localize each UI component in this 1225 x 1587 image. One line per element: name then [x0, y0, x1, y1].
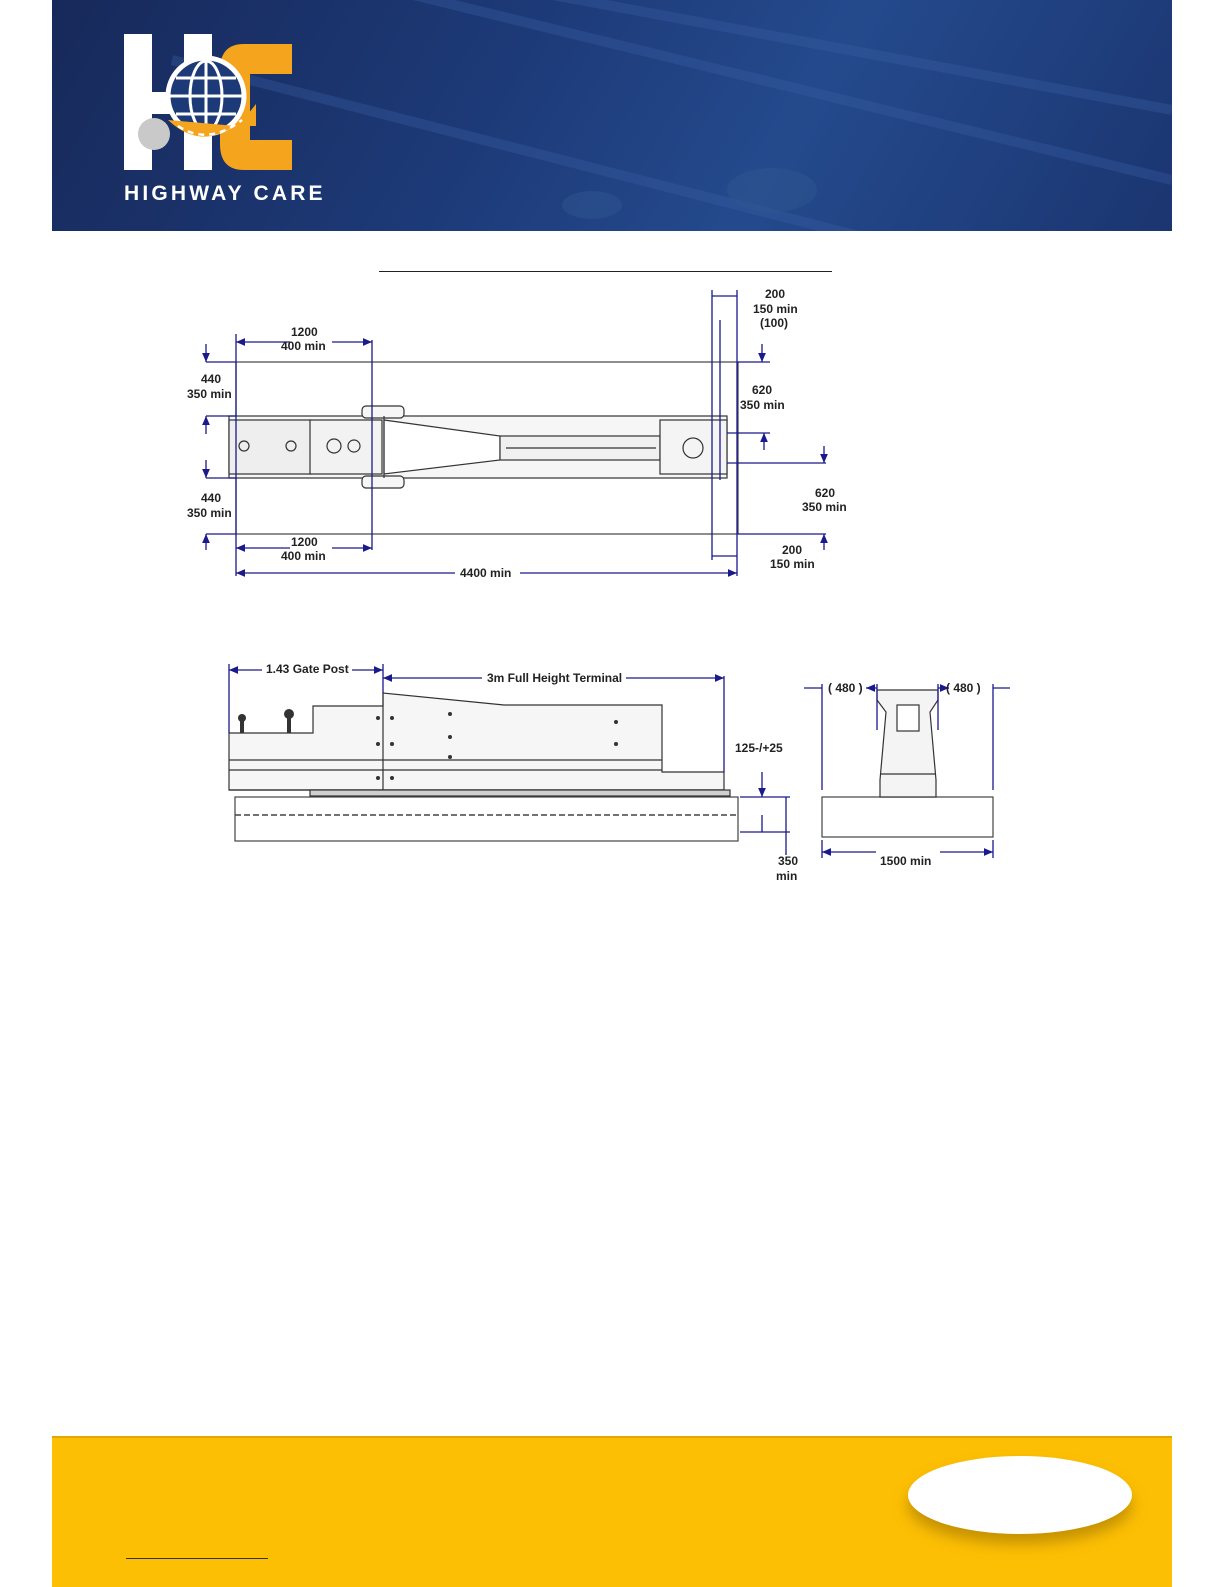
dim-height-tolerance: 125-/+25	[735, 741, 783, 755]
dim-end-left-offset: ( 480 )	[828, 681, 863, 695]
side-foundation	[235, 797, 738, 841]
end-foundation	[822, 797, 993, 837]
dim-right-top-end-alt: (100)	[760, 316, 789, 330]
dim-right-lower-offset-min: 350 min	[802, 500, 847, 514]
dim-bottom-offset: 440	[201, 491, 222, 505]
side-view	[229, 662, 798, 883]
dim-bottom-left-width-min: 400 min	[281, 549, 326, 563]
dim-right-top-end: 200	[765, 287, 786, 301]
dim-full-height-terminal: 3m Full Height Terminal	[487, 671, 623, 685]
dim-depth-unit: min	[776, 869, 798, 883]
dim-end-right-offset: ( 480 )	[946, 681, 981, 695]
dim-right-upper-offset-min: 350 min	[740, 398, 785, 412]
dim-right-bottom-end-min: 150 min	[770, 557, 815, 571]
dim-top-left-width-min: 400 min	[281, 339, 326, 353]
dim-top-left-width: 1200	[291, 325, 318, 339]
side-unit-body	[229, 693, 730, 797]
dim-gate-post: 1.43 Gate Post	[266, 662, 349, 676]
dim-bottom-left-width: 1200	[291, 535, 318, 549]
footer-underline	[126, 1558, 268, 1559]
end-unit-body	[877, 690, 938, 797]
footer-badge-oval	[908, 1456, 1132, 1534]
plan-unit-body	[229, 406, 727, 488]
dim-right-top-end-min: 150 min	[753, 302, 798, 316]
brand-name: HIGHWAY CARE	[124, 182, 326, 205]
dim-top-offset-min: 350 min	[187, 387, 232, 401]
dim-right-upper-offset: 620	[752, 383, 773, 397]
plan-view	[187, 287, 847, 580]
dim-top-offset: 440	[201, 372, 222, 386]
end-view	[804, 681, 1010, 868]
dim-depth: 350	[778, 854, 799, 868]
dim-overall-length: 4400 min	[460, 566, 512, 580]
dim-right-lower-offset: 620	[815, 486, 836, 500]
footer-band	[52, 1436, 1172, 1587]
dim-end-base-width: 1500 min	[880, 854, 932, 868]
dim-right-bottom-end: 200	[782, 543, 803, 557]
dim-bottom-offset-min: 350 min	[187, 506, 232, 520]
